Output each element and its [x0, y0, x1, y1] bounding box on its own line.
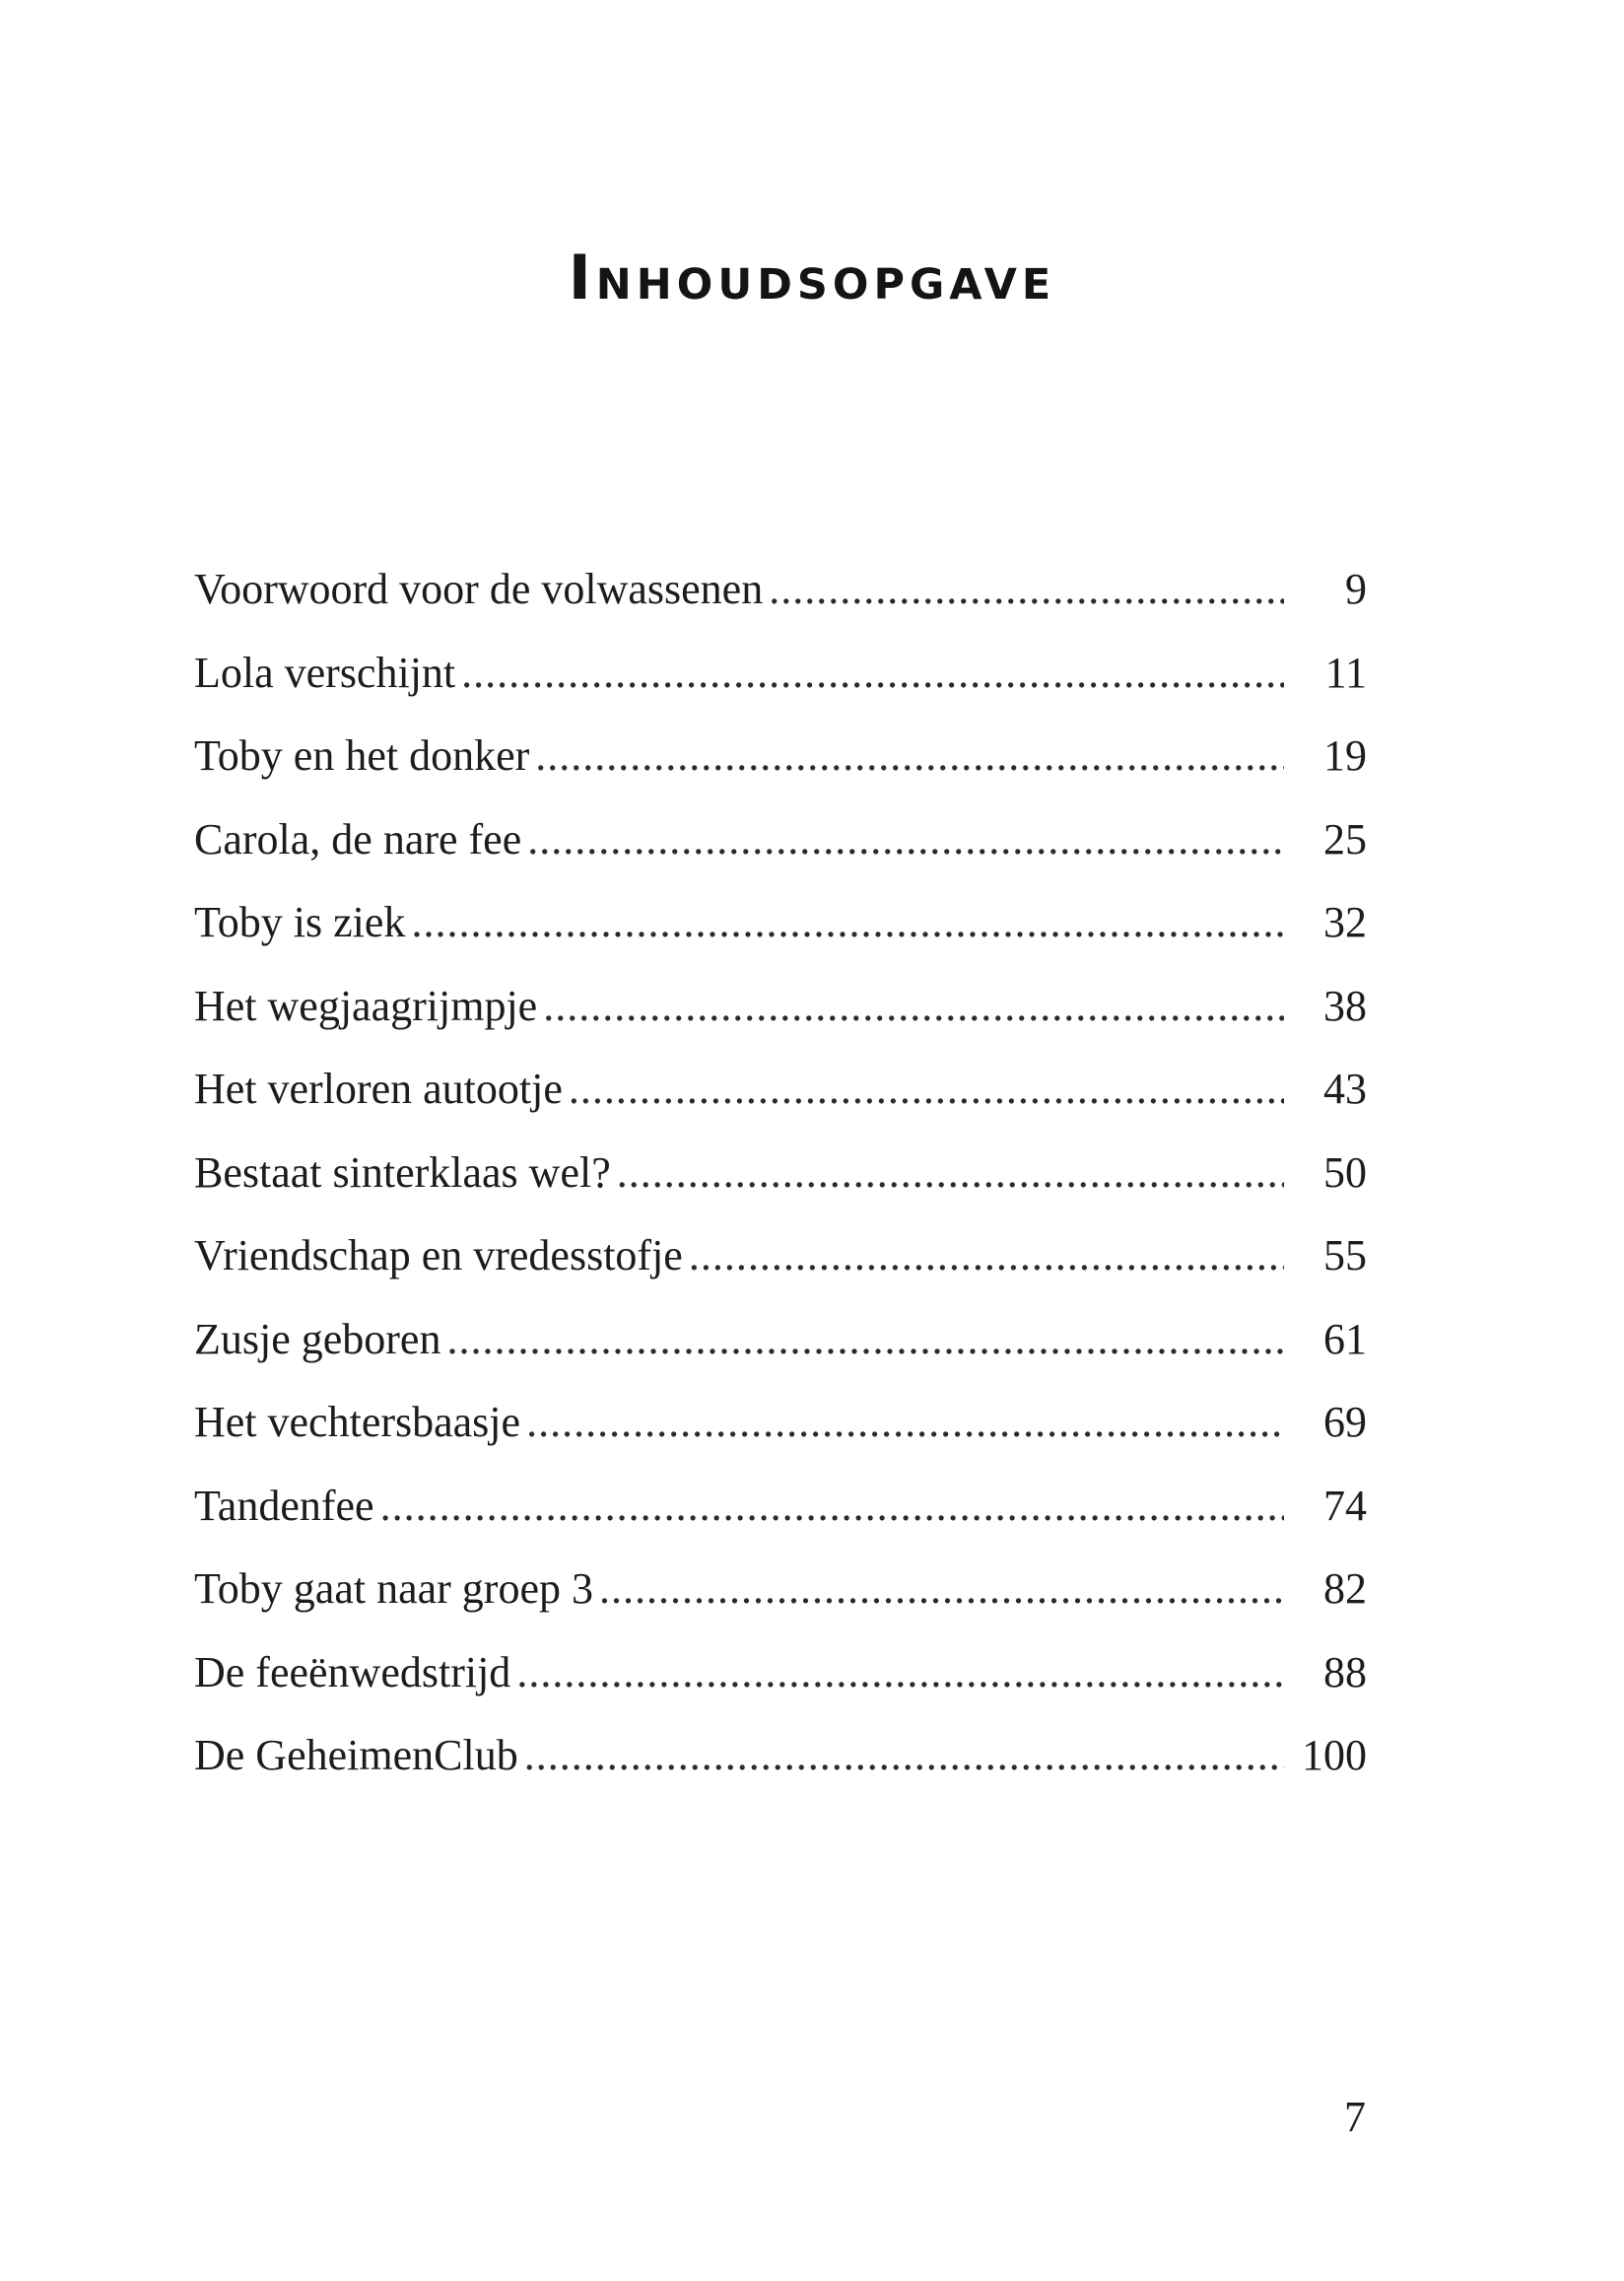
dot-leader	[617, 1132, 1284, 1214]
toc-entry-page: 69	[1323, 1398, 1367, 1446]
toc-entry[interactable]	[194, 965, 1367, 1049]
dot-leader	[535, 715, 1284, 797]
dot-leader	[569, 1048, 1284, 1131]
toc-entry-page: 82	[1323, 1564, 1367, 1613]
toc-entry-page: 74	[1323, 1481, 1367, 1530]
toc-entry-page: 100	[1302, 1731, 1367, 1779]
dot-leader	[599, 1548, 1284, 1630]
toc-entry[interactable]	[194, 1381, 1367, 1465]
dot-leader	[543, 965, 1284, 1048]
dot-leader	[526, 1381, 1284, 1464]
toc-entry-page: 9	[1345, 565, 1367, 613]
dot-leader	[527, 798, 1284, 881]
toc-entry-title: Toby en het donker	[194, 731, 530, 780]
toc-entry-page: 61	[1323, 1314, 1367, 1363]
toc-entry-page: 19	[1323, 731, 1367, 780]
dot-leader	[446, 1298, 1284, 1381]
dot-leader	[524, 1714, 1284, 1797]
toc-entry[interactable]	[194, 798, 1367, 882]
dot-leader	[769, 548, 1284, 631]
dot-leader	[380, 1465, 1284, 1548]
toc-entry-page: 50	[1323, 1147, 1367, 1197]
toc-entry-page: 32	[1323, 898, 1367, 946]
toc-entry-title: De GeheimenClub	[194, 1731, 518, 1779]
toc-entry-title: Toby gaat naar groep 3	[194, 1564, 593, 1613]
toc-entry-title: Carola, de nare fee	[194, 814, 522, 864]
toc-entry-title: Het wegjaagrijmpje	[194, 981, 538, 1030]
toc-entry-page: 11	[1324, 648, 1367, 697]
toc-entry-title: Bestaat sinterklaas wel?	[194, 1147, 611, 1197]
toc-entry[interactable]	[194, 1548, 1367, 1631]
toc-entry-title: Het verloren autootje	[194, 1065, 563, 1113]
toc-entry[interactable]	[194, 1298, 1367, 1382]
toc-entry[interactable]	[194, 548, 1367, 632]
toc-entry-title: De feeënwedstrijd	[194, 1647, 511, 1696]
toc-entry[interactable]	[194, 881, 1367, 965]
table-of-contents	[194, 548, 1367, 1798]
toc-entry-title: Lola verschijnt	[194, 648, 456, 697]
toc-entry-title: Voorwoord voor de volwassenen	[194, 565, 764, 613]
toc-entry[interactable]	[194, 1465, 1367, 1549]
toc-entry[interactable]	[194, 632, 1367, 716]
dot-leader	[516, 1631, 1284, 1714]
dot-leader	[689, 1214, 1284, 1297]
toc-entry-title: Zusje geboren	[194, 1314, 441, 1363]
toc-entry-title: Tandenfee	[194, 1481, 374, 1530]
toc-entry-title: Vriendschap en vredesstofje	[194, 1231, 683, 1279]
toc-entry[interactable]	[194, 1132, 1367, 1215]
toc-entry[interactable]	[194, 1714, 1367, 1798]
toc-entry-page: 55	[1323, 1231, 1367, 1279]
dot-leader	[461, 632, 1284, 715]
page-title: Inhoudsopgave	[568, 241, 1056, 313]
dot-leader	[411, 881, 1284, 964]
toc-entry-page: 38	[1323, 981, 1367, 1030]
toc-entry[interactable]	[194, 1048, 1367, 1132]
toc-entry-page: 88	[1323, 1647, 1367, 1696]
toc-entry-page: 25	[1323, 814, 1367, 864]
toc-entry[interactable]	[194, 1214, 1367, 1298]
toc-entry-title: Toby is ziek	[194, 898, 406, 946]
toc-entry-page: 43	[1323, 1065, 1367, 1113]
toc-entry-title: Het vechtersbaasje	[194, 1398, 521, 1446]
toc-entry[interactable]	[194, 1631, 1367, 1715]
page-number: 7	[1344, 2093, 1366, 2141]
toc-entry[interactable]	[194, 715, 1367, 798]
